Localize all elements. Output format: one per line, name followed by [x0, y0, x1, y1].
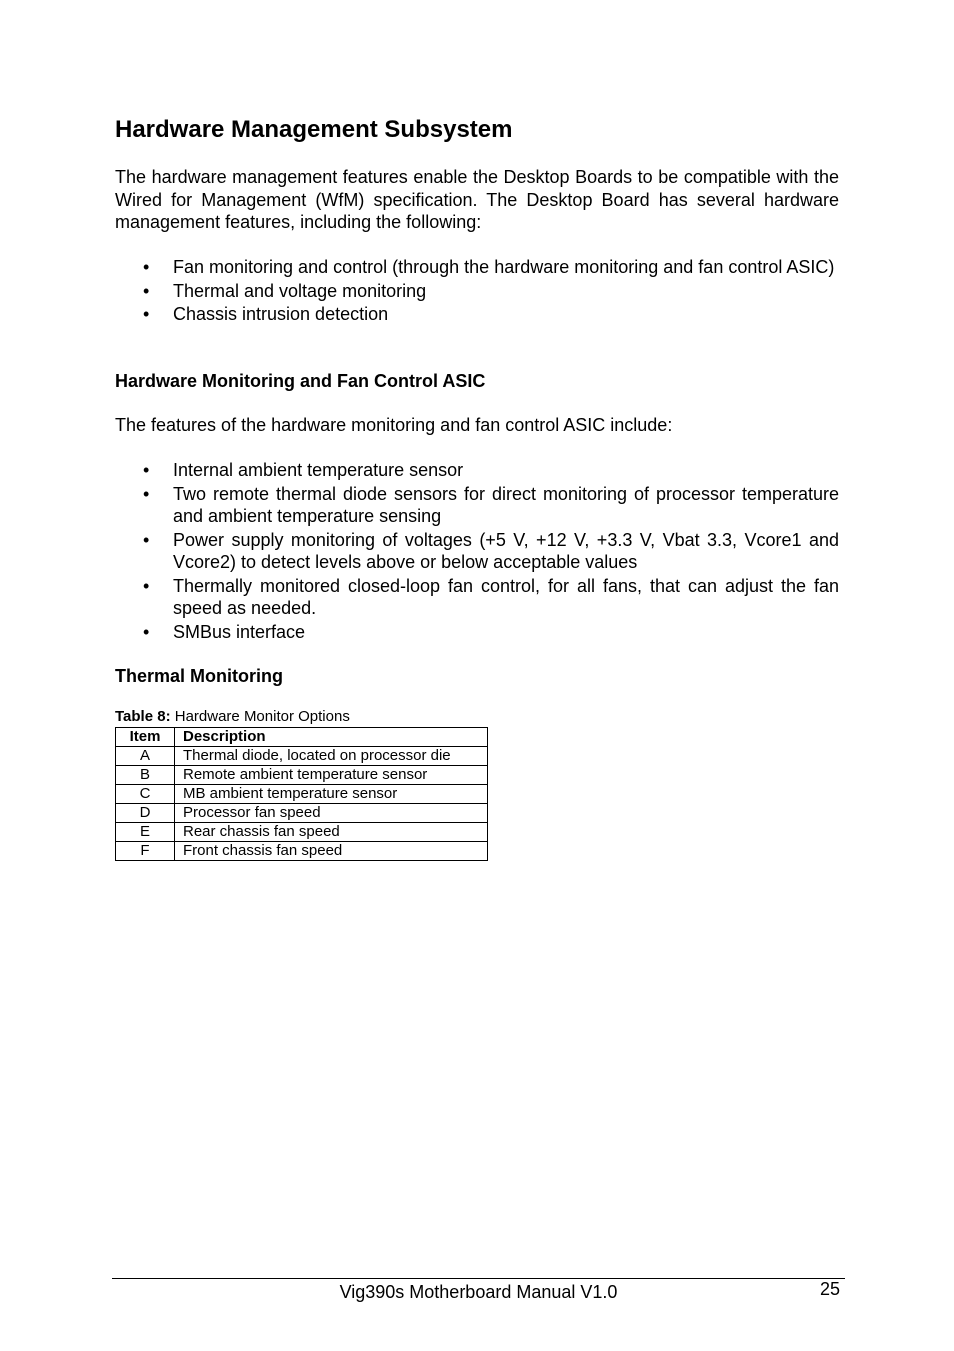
feature-list: [115, 256, 839, 327]
table-cell-description: Thermal diode, located on processor die: [175, 747, 488, 766]
column-header-description: Description: [175, 728, 488, 747]
intro-paragraph: The hardware management features enable the Desktop Boards to be compatible with the Wired for Management (WfM) specification. The Desktop Board has several hardware management features, including the following:: [115, 167, 839, 232]
asic-feature-list: [115, 459, 839, 644]
table-cell-item: F: [116, 842, 175, 861]
list-item-text: Internal ambient temperature sensor: [173, 460, 464, 480]
page-number: 25: [819, 1279, 840, 1299]
list-item: [115, 621, 839, 644]
table-cell-description: Front chassis fan speed: [175, 842, 488, 861]
table-row: [116, 766, 488, 785]
footer-divider: [112, 1278, 845, 1279]
table-row: [116, 823, 488, 842]
table-cell-description: Rear chassis fan speed: [175, 823, 488, 842]
asic-section-heading: Hardware Monitoring and Fan Control ASIC: [115, 371, 486, 391]
bullet-icon: •: [143, 621, 150, 642]
asic-intro-paragraph: The features of the hardware monitoring and fan control ASIC include:: [115, 415, 673, 435]
table-cell-item: A: [116, 747, 175, 766]
table-caption-text: Hardware Monitor Options: [174, 708, 350, 725]
list-item: [115, 575, 839, 620]
bullet-icon: •: [143, 460, 150, 480]
list-item-text: Thermally monitored closed-loop fan control, for all fans, that can adjust the fan speed as needed.: [173, 575, 839, 618]
table-cell-description: Remote ambient temperature sensor: [175, 766, 488, 785]
table-cell-item: B: [116, 766, 175, 785]
list-item: [115, 256, 839, 279]
thermal-section-heading: Thermal Monitoring: [115, 666, 283, 686]
table-cell-description: Processor fan speed: [175, 804, 488, 823]
list-item-text: Fan monitoring and control (through the hardware monitoring and fan control ASIC): [173, 257, 835, 277]
page-title: Hardware Management Subsystem: [115, 116, 513, 143]
list-item: [115, 529, 839, 574]
table-cell-item: C: [116, 785, 175, 804]
bullet-icon: •: [143, 257, 150, 277]
list-item: [115, 483, 839, 528]
list-item-text: Chassis intrusion detection: [173, 304, 389, 324]
table-row: [116, 804, 488, 823]
table-cell-description: MB ambient temperature sensor: [175, 785, 488, 804]
list-item-text: Two remote thermal diode sensors for direct monitoring of processor temperature and ambient temperature sensing: [173, 483, 839, 526]
hardware-monitor-table: [115, 727, 488, 861]
bullet-icon: •: [143, 304, 150, 324]
list-item-text: SMBus interface: [173, 621, 306, 642]
list-item-text: Power supply monitoring of voltages (+5 V, +12 V, +3.3 V, Vbat 3.3, Vcore1 and Vcore2) to detect levels above or below acceptable values: [173, 529, 839, 572]
table-cell-item: E: [116, 823, 175, 842]
bullet-icon: •: [143, 483, 150, 504]
table-header-row: [116, 728, 488, 747]
column-header-item: Item: [116, 728, 175, 747]
table-caption: [115, 707, 350, 727]
table-row: [116, 747, 488, 766]
bullet-icon: •: [143, 575, 150, 596]
list-item: [115, 459, 839, 482]
table-caption-label: Table 8:: [115, 708, 171, 725]
list-item: [115, 280, 839, 303]
table-row: [116, 842, 488, 861]
list-item: [115, 303, 839, 326]
footer-document-title: Vig390s Motherboard Manual V1.0: [339, 1282, 618, 1302]
bullet-icon: •: [143, 529, 150, 550]
table-cell-item: D: [116, 804, 175, 823]
table-row: [116, 785, 488, 804]
list-item-text: Thermal and voltage monitoring: [173, 280, 427, 301]
bullet-icon: •: [143, 280, 150, 301]
